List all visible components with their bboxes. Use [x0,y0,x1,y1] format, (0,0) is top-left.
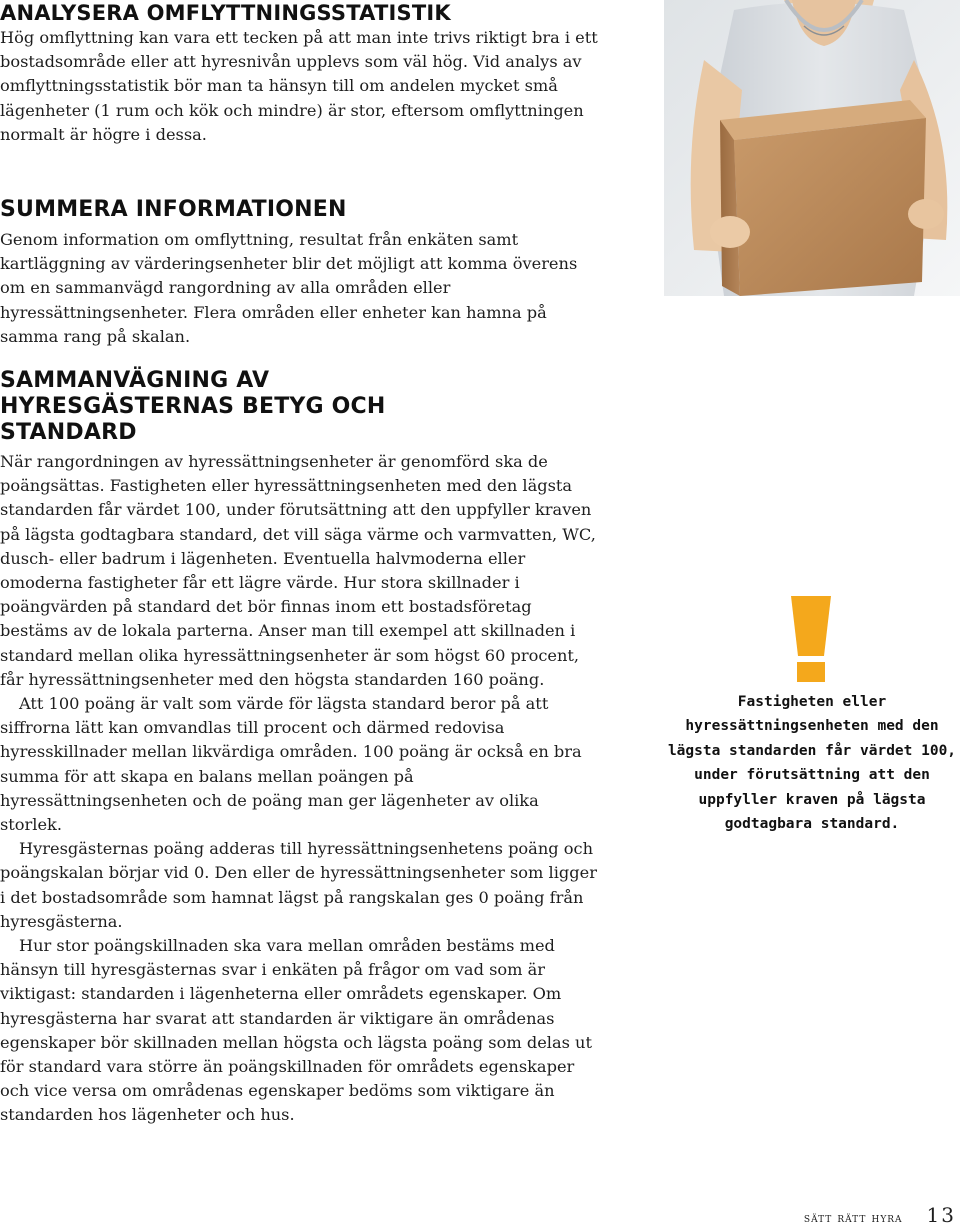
section-paragraph: Hög omflyttning kan vara ett tecken på att man inte trivs riktigt bra i ett bostadsområde eller att hyresnivån upplevs som väl hög. Vid analys av omflyttningsstatistik bör man ta hänsyn till om andelen mycket små lägenheter (1 rum och kök och mindre) är stor, eftersom omflyttningen normalt är högre i dessa. [0,28,598,144]
exclamation-icon [788,596,834,682]
section-paragraph: Hyresgästernas poäng adderas till hyressättningsenhetens poäng och poängskalan börjar vid 0. Den eller de hyressättningsenheter som ligger i det bostadsområde som hamnat lägst på rangskalan ges 0 poäng från hyresgästerna. [0,839,597,931]
section-paragraph: Genom information om omflyttning, resultat från enkäten samt kartläggning av värderingsenheter blir det möjligt att komma överens om en sammanvägd rangordning av alla områden eller hyressättningsenheter. Flera områden eller enheter kan hamna på samma rang på skalan. [0,230,578,346]
section-paragraph: Att 100 poäng är valt som värde för lägsta standard beror på att siffrorna lätt kan omvandlas till procent och därmed redovisa hyresskillnader mellan likvärdiga områden. 100 poäng är också en bra summa för att skapa en balans mellan poängen på hyressättningsenheten och de poäng man ger lägenheter av olika storlek. [0,694,582,835]
section-heading: SUMMERA INFORMATIONEN [0,197,347,222]
section-heading: SAMMANVÄGNING AV HYRESGÄSTERNAS BETYG OCH STANDARD [0,368,386,445]
section-analysera-omflyttningsstatistik [0,0,600,147]
sidebar-callout: Fastigheten eller hyressättningsenheten med den lägsta standarden får värdet 100, under förutsättning att den uppfyller kraven på lägsta godtagbara standard. [667,694,957,833]
footer-title: sätt rätt hyra [803,1211,903,1226]
section-heading: ANALYSERA OMFLYTTNINGSSTATISTIK [0,1,451,25]
person-carrying-box-photo [664,0,960,296]
page-number: 13 [926,1203,956,1227]
section-summera-informationen [0,196,600,349]
section-sammanvagning [0,368,604,1128]
page-footer [804,1203,956,1227]
section-paragraph: Hur stor poängskillnaden ska vara mellan områden bestäms med hänsyn till hyresgästernas svar i enkäten på frågor om vad som är viktigast: standarden i lägenheterna eller områdets egenskaper. Om hyresgästerna har svarat att standarden är viktigare än områdenas egenskaper bör skillnaden mellan högsta och lägsta poäng som delas ut för standard vara större än poängskillnaden för områdets egenskaper och vice versa om områdenas egenskaper bedöms som viktigare än standarden hos lägenheter och hus. [0,936,592,1125]
section-paragraph: När rangordningen av hyressättningsenheter är genomförd ska de poängsättas. Fastigheten eller hyressättningsenheten med den lägsta standarden får värdet 100, under förutsättning att den uppfyller kraven på lägsta godtagbara standard, det vill säga värme och varmvatten, WC, dusch- eller badrum i lägenheten. Eventuella halvmoderna eller omoderna fastigheter får ett lägre värde. Hur stora skillnader i poängvärden på standard det bör finnas inom ett bostadsföretag bestäms av de lokala parterna. Anser man till exempel att skillnaden i standard mellan olika hyressättningsenheter är som högst 60 procent, får hyressättningsenheter med den högsta standarden 160 poäng. [0,452,596,689]
